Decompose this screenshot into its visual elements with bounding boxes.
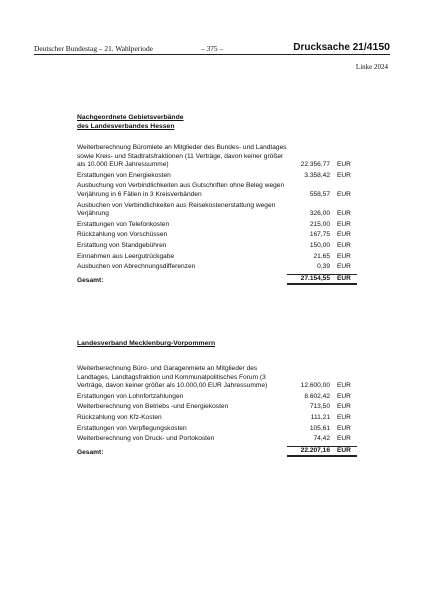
total-amount: 22.207,16 xyxy=(287,446,330,458)
row-currency: EUR xyxy=(337,392,351,400)
row-currency: EUR xyxy=(337,231,351,239)
table-row xyxy=(77,413,357,424)
row-description: Weiterberechnung Büromiete an Mitglieder des Bundes- und Landtages sowie Kreis- und Stadtratsfraktionen (11 Verträge, davon keiner größer als 10.000 EUR Jahressumme) xyxy=(77,144,287,169)
income-table-mecklenburg xyxy=(77,364,357,458)
row-amount: 8.602,42 xyxy=(304,392,330,400)
row-currency: EUR xyxy=(337,210,351,218)
row-amount: 111,21 xyxy=(310,413,330,421)
table-row xyxy=(77,434,357,445)
table-row xyxy=(77,220,357,231)
row-currency: EUR xyxy=(337,263,351,271)
row-amount: 558,57 xyxy=(309,190,330,198)
table-row xyxy=(77,241,357,252)
row-amount: 22.356,77 xyxy=(300,161,330,169)
total-label: Gesamt: xyxy=(77,276,104,284)
row-amount: 713,50 xyxy=(309,403,330,411)
row-description: Ausbuchung von Verbindlichkeiten aus Gutschriften ohne Beleg wegen Verjährung in 6 Fällen in 3 Kreisverbänden xyxy=(77,182,285,198)
total-currency: EUR xyxy=(330,446,357,458)
table-row xyxy=(77,252,357,263)
row-description: Einnahmen aus Leergutrückgabe xyxy=(77,252,175,260)
row-description: Weiterberechnung von Betriebs -und Energiekosten xyxy=(77,403,229,411)
total-row xyxy=(77,273,357,287)
section-title-line: Nachgeordnete Gebietsverbände xyxy=(77,114,184,121)
header-rule xyxy=(34,54,390,55)
row-currency: EUR xyxy=(337,171,351,179)
table-row xyxy=(77,171,357,182)
row-description: Rückzahlung von Vorschüssen xyxy=(77,231,168,239)
party-year-label: Linke 2024 xyxy=(355,63,388,71)
row-amount: 21,65 xyxy=(313,252,330,260)
row-description: Erstattung von Standgebühren xyxy=(77,241,167,249)
row-amount: 150,00 xyxy=(309,241,330,249)
row-amount: 105,61 xyxy=(309,424,330,432)
table-row xyxy=(77,402,357,413)
document-label: Drucksache 21/ xyxy=(293,42,367,53)
row-description: Erstattungen von Lohnfortzahlungen xyxy=(77,392,184,400)
row-currency: EUR xyxy=(337,241,351,249)
row-amount: 12.600,00 xyxy=(300,382,330,390)
row-description: Erstattungen von Verpflegungskosten xyxy=(77,424,187,432)
page-number: – 375 – xyxy=(201,44,224,53)
document-reference xyxy=(293,41,390,53)
income-table-hessen xyxy=(77,143,357,286)
row-currency: EUR xyxy=(337,220,351,228)
section-title-line: des Landesverbandes Hessen xyxy=(77,123,175,130)
section-title-hessen xyxy=(77,113,184,131)
row-amount: 167,75 xyxy=(309,231,330,239)
table-row xyxy=(77,181,357,200)
section-title-line: Landesverband Mecklenburg-Vorpommern xyxy=(77,340,216,347)
row-description: Weiterberechnung Büro- und Garagenmiete an Mitglieder des Landtages, Landtagsfraktion und Kommunalpolitisches Forum (3 Verträge, davon keiner größer als 10.000,00 EUR Jahressumme) xyxy=(77,365,268,390)
row-currency: EUR xyxy=(337,413,351,421)
row-description: Ausbuchen von Abrechnungsdifferenzen xyxy=(77,263,196,271)
row-amount: 74,42 xyxy=(313,435,330,443)
row-description: Weiterberechnung von Druck- und Portokosten xyxy=(77,435,215,443)
row-currency: EUR xyxy=(337,424,351,432)
total-row xyxy=(77,445,357,459)
parliament-header: Deutscher Bundestag – 21. Wahlperiode xyxy=(34,44,153,53)
table-row xyxy=(77,364,357,392)
row-description: Rückzahlung von Kfz-Kosten xyxy=(77,413,162,421)
document-number: 4150 xyxy=(366,41,390,53)
row-currency: EUR xyxy=(337,252,351,260)
table-row xyxy=(77,262,357,273)
row-amount: 215,00 xyxy=(309,220,330,228)
row-currency: EUR xyxy=(337,435,351,443)
section-title-mecklenburg xyxy=(77,339,215,348)
row-description: Erstattungen von Telefonkosten xyxy=(77,220,170,228)
row-description: Erstattungen von Energiekosten xyxy=(77,171,171,179)
table-row xyxy=(77,392,357,403)
table-row xyxy=(77,201,357,220)
table-row xyxy=(77,424,357,435)
row-currency: EUR xyxy=(337,403,351,411)
row-currency: EUR xyxy=(337,382,351,390)
row-currency: EUR xyxy=(337,190,351,198)
row-currency: EUR xyxy=(337,161,351,169)
total-currency: EUR xyxy=(330,274,357,286)
row-amount: 326,00 xyxy=(309,210,330,218)
table-row xyxy=(77,143,357,171)
row-amount: 0,39 xyxy=(317,263,330,271)
row-description: Ausbuchen von Verbindlichkeiten aus Reisekostenerstattung wegen Verjährung xyxy=(77,201,276,218)
total-label: Gesamt: xyxy=(77,448,104,456)
row-amount: 3.358,42 xyxy=(304,171,330,179)
table-row xyxy=(77,230,357,241)
total-amount: 27.154,55 xyxy=(287,274,330,286)
